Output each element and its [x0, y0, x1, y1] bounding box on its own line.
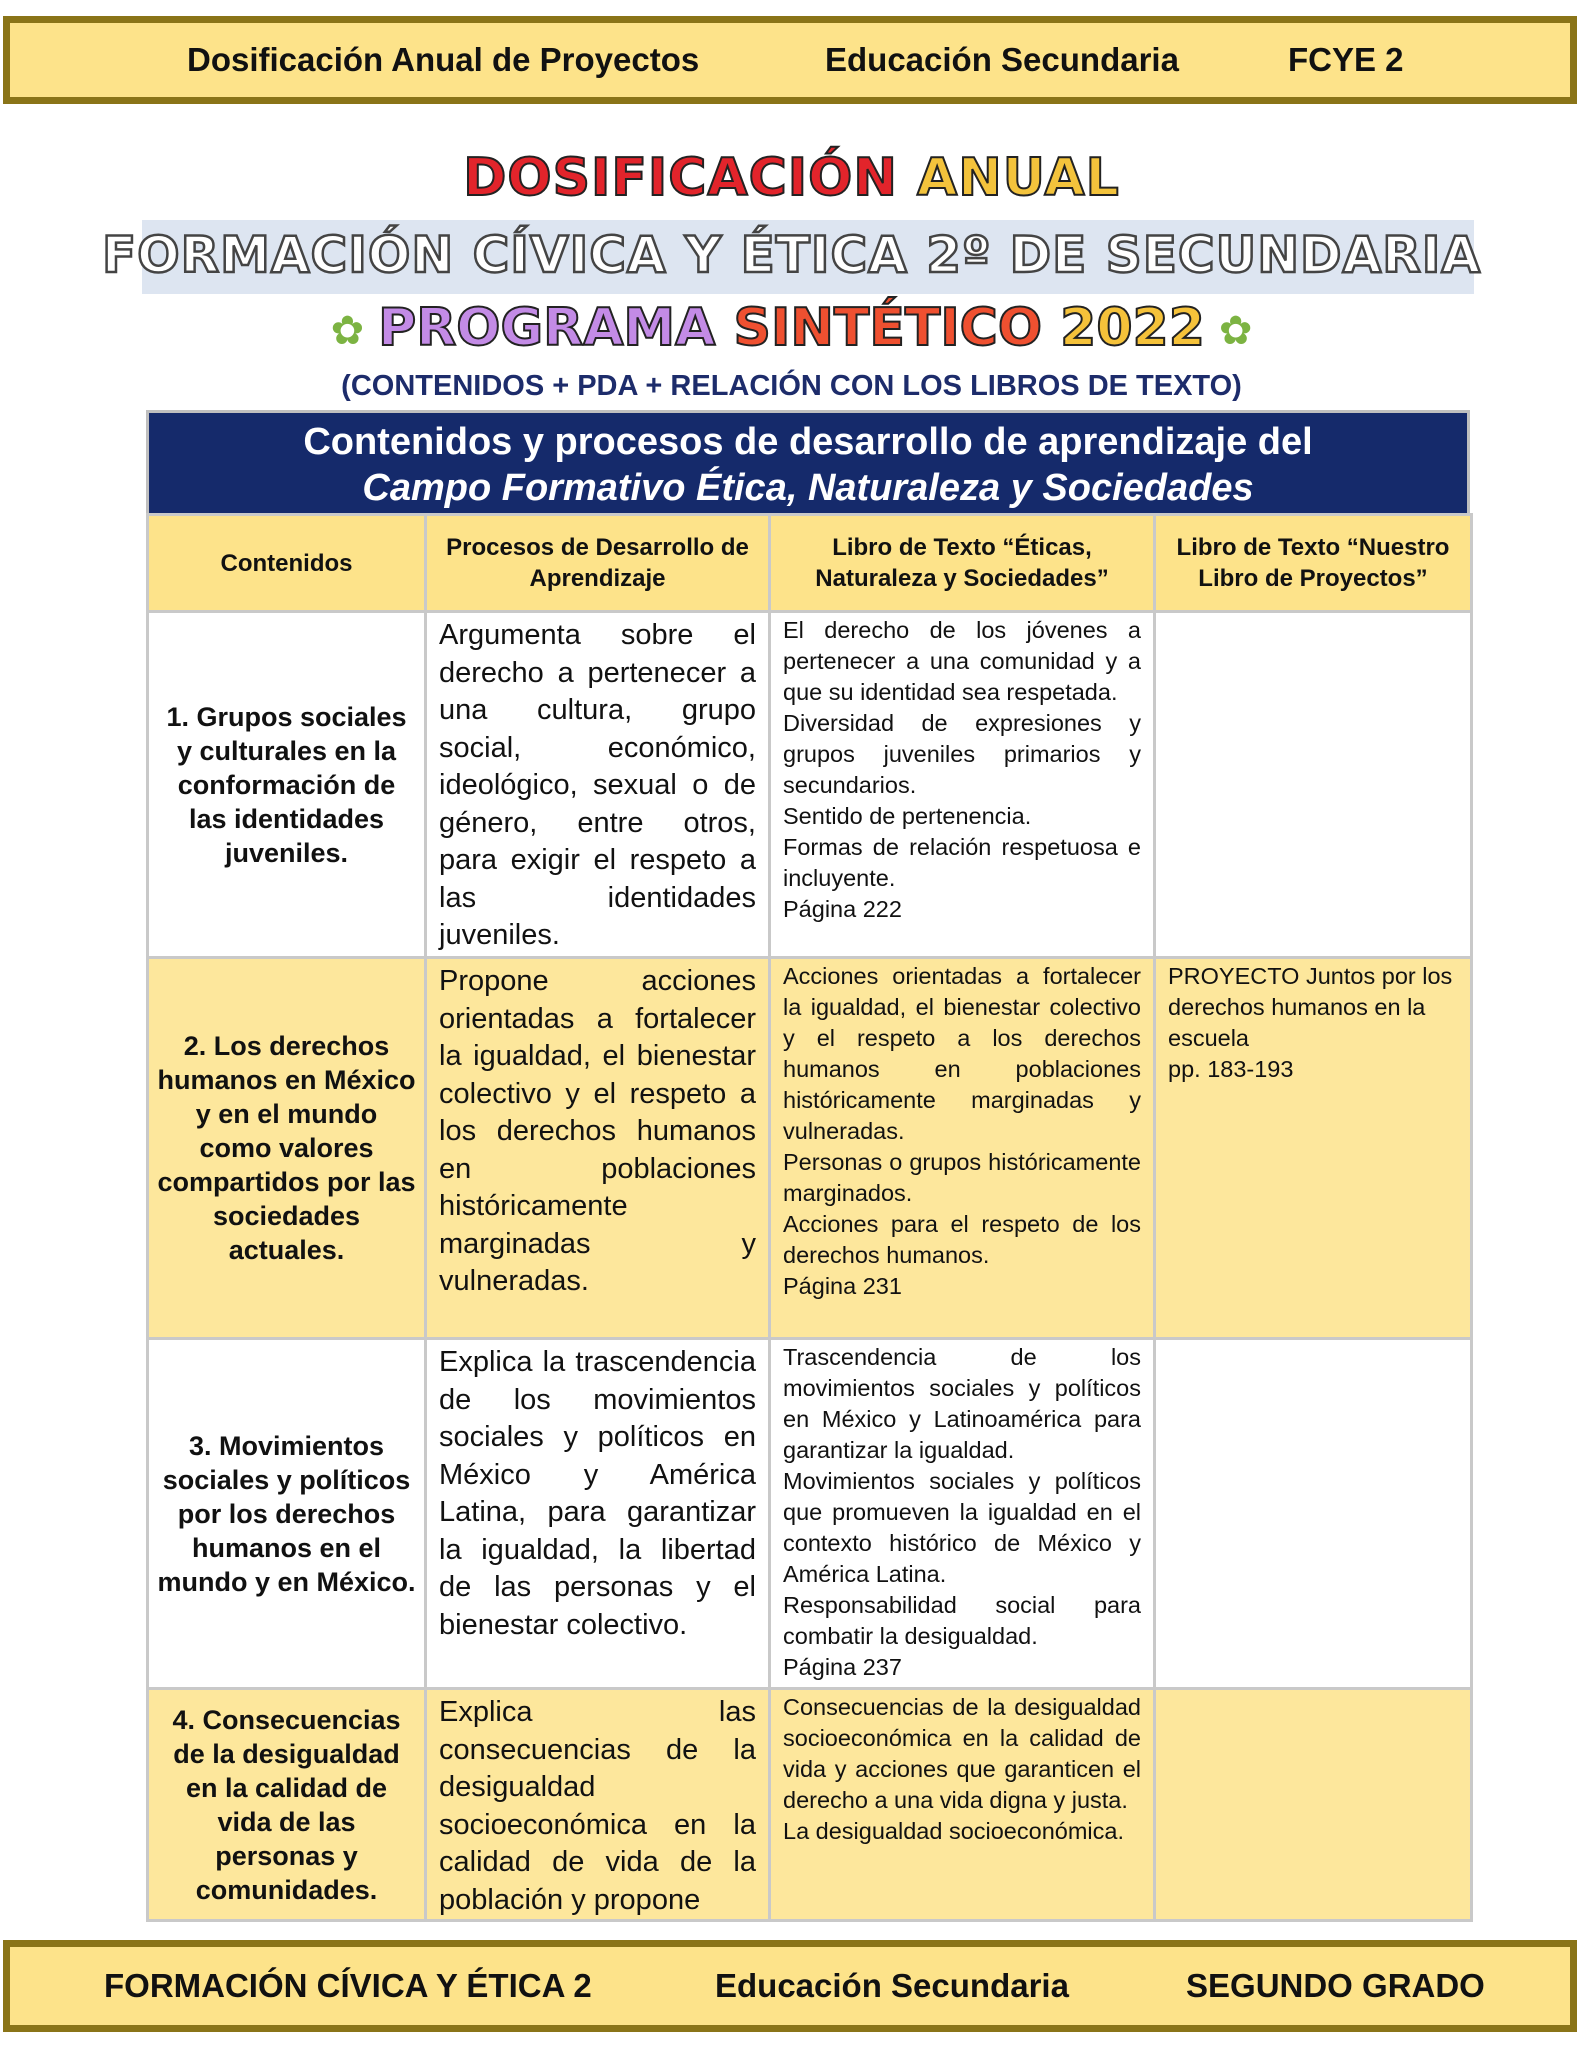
banner-line-2: Campo Formativo Ética, Naturaleza y Sociedades — [362, 467, 1254, 509]
cell-libro-eticas — [770, 1339, 1155, 1689]
cell-libro-eticas — [770, 1689, 1155, 1921]
column-header-contenidos: Contenidos — [148, 515, 426, 612]
title-dosificacion-anual — [0, 148, 1583, 208]
title-word-sintetico: SINTÉTICO — [733, 298, 1043, 358]
cell-contenido: 2. Los derechos humanos en México y en el mundo como valores compartidos por las sociedades actuales. — [148, 958, 426, 1339]
footer-band — [3, 1940, 1577, 2032]
cell-pda: Propone acciones orientadas a fortalecer la igualdad, el bienestar colectivo y el respeto a los derechos humanos en poblaciones históricamente marginadas y vulneradas. — [426, 958, 770, 1339]
title-subject: FORMACIÓN CÍVICA Y ÉTICA 2º DE SECUNDARIA — [101, 226, 1482, 284]
content-table-wrapper — [146, 410, 1470, 1922]
title-word-dosificacion: DOSIFICACIÓN — [463, 148, 898, 208]
libro-line: Acciones para el respeto de los derechos humanos. — [783, 1211, 1141, 1268]
libro-page: Página 237 — [783, 1654, 902, 1680]
table-header-row — [148, 515, 1472, 612]
title-word-anual: ANUAL — [917, 148, 1120, 208]
libro-line: Sentido de pertenencia. — [783, 803, 1032, 829]
decorative-figure-icon: ✿ — [1218, 308, 1253, 354]
cell-libro-proyectos — [1155, 1689, 1472, 1921]
libro-line: La desigualdad socioeconómica. — [783, 1818, 1124, 1844]
cell-pda: Explica la trascendencia de los movimientos sociales y políticos en México y América Latina, para garantizar la igualdad, la libertad de las personas y el bienestar colectivo. — [426, 1339, 770, 1689]
cell-pda: Argumenta sobre el derecho a pertenecer a una cultura, grupo social, económico, ideológico, sexual o de género, entre otros, para exigir el respeto a las identidades juveniles. — [426, 612, 770, 958]
libro-line: Movimientos sociales y políticos que promueven la igualdad en el contexto histórico de México y América Latina. — [783, 1468, 1141, 1587]
header-center-text: Educación Secundaria — [825, 41, 1179, 78]
subtitle: (CONTENIDOS + PDA + RELACIÓN CON LOS LIBROS DE TEXTO) — [341, 370, 1242, 402]
libro-line: Formas de relación respetuosa e incluyente. — [783, 834, 1141, 891]
table-row — [148, 958, 1472, 1339]
libro-line: Diversidad de expresiones y grupos juveniles primarios y secundarios. — [783, 710, 1141, 798]
cell-contenido: 1. Grupos sociales y culturales en la conformación de las identidades juveniles. — [148, 612, 426, 958]
banner-line-1: Contenidos y procesos de desarrollo de aprendizaje del — [303, 421, 1313, 463]
content-table — [146, 513, 1473, 1922]
libro-page: Página 231 — [783, 1273, 902, 1299]
footer-left-text: FORMACIÓN CÍVICA Y ÉTICA 2 — [104, 1967, 592, 2004]
cell-libro-proyectos — [1155, 612, 1472, 958]
proyecto-pages: pp. 183-193 — [1168, 1056, 1294, 1082]
footer-center-text: Educación Secundaria — [715, 1967, 1069, 2004]
table-banner — [146, 410, 1470, 513]
column-header-pda: Procesos de Desarrollo de Aprendizaje — [426, 515, 770, 612]
header-left-text: Dosificación Anual de Proyectos — [187, 41, 700, 78]
cell-libro-eticas — [770, 612, 1155, 958]
header-right-text: FCYE 2 — [1288, 41, 1404, 78]
table-row — [148, 1339, 1472, 1689]
title-programa — [0, 298, 1583, 358]
libro-line: Consecuencias de la desigualdad socioeconómica en la calidad de vida y acciones que garanticen el derecho a una vida digna y justa. — [783, 1694, 1141, 1813]
column-header-libro-proyectos: Libro de Texto “Nuestro Libro de Proyectos” — [1155, 515, 1472, 612]
cell-contenido: 4. Consecuencias de la desigualdad en la calidad de vida de las personas y comunidades. — [148, 1689, 426, 1921]
cell-libro-proyectos — [1155, 958, 1472, 1339]
column-header-libro-eticas: Libro de Texto “Éticas, Naturaleza y Sociedades” — [770, 515, 1155, 612]
libro-line: Trascendencia de los movimientos sociales y políticos en México y Latinoamérica para garantizar la igualdad. — [783, 1344, 1141, 1463]
libro-line: Acciones orientadas a fortalecer la igualdad, el bienestar colectivo y el respeto a los derechos humanos en poblaciones históricamente marginadas y vulneradas. — [783, 963, 1141, 1144]
cell-contenido: 3. Movimientos sociales y políticos por los derechos humanos en el mundo y en México. — [148, 1339, 426, 1689]
libro-line: Personas o grupos históricamente marginados. — [783, 1149, 1141, 1206]
footer-right-text: SEGUNDO GRADO — [1186, 1967, 1485, 2004]
cell-libro-eticas — [770, 958, 1155, 1339]
table-row — [148, 1689, 1472, 1921]
libro-line: El derecho de los jóvenes a pertenecer a una comunidad y a que su identidad sea respetada. — [783, 617, 1141, 705]
decorative-figure-icon: ✿ — [330, 308, 365, 354]
table-row — [148, 612, 1472, 958]
header-band — [3, 16, 1577, 104]
cell-libro-proyectos — [1155, 1339, 1472, 1689]
libro-line: Responsabilidad social para combatir la desigualdad. — [783, 1592, 1141, 1649]
proyecto-line: PROYECTO Juntos por los derechos humanos en la escuela — [1168, 963, 1453, 1051]
libro-page: Página 222 — [783, 896, 902, 922]
cell-pda: Explica las consecuencias de la desigualdad socioeconómica en la calidad de vida de la población y propone — [426, 1689, 770, 1921]
title-word-programa: PROGRAMA — [378, 298, 716, 358]
title-word-year: 2022 — [1060, 298, 1205, 358]
